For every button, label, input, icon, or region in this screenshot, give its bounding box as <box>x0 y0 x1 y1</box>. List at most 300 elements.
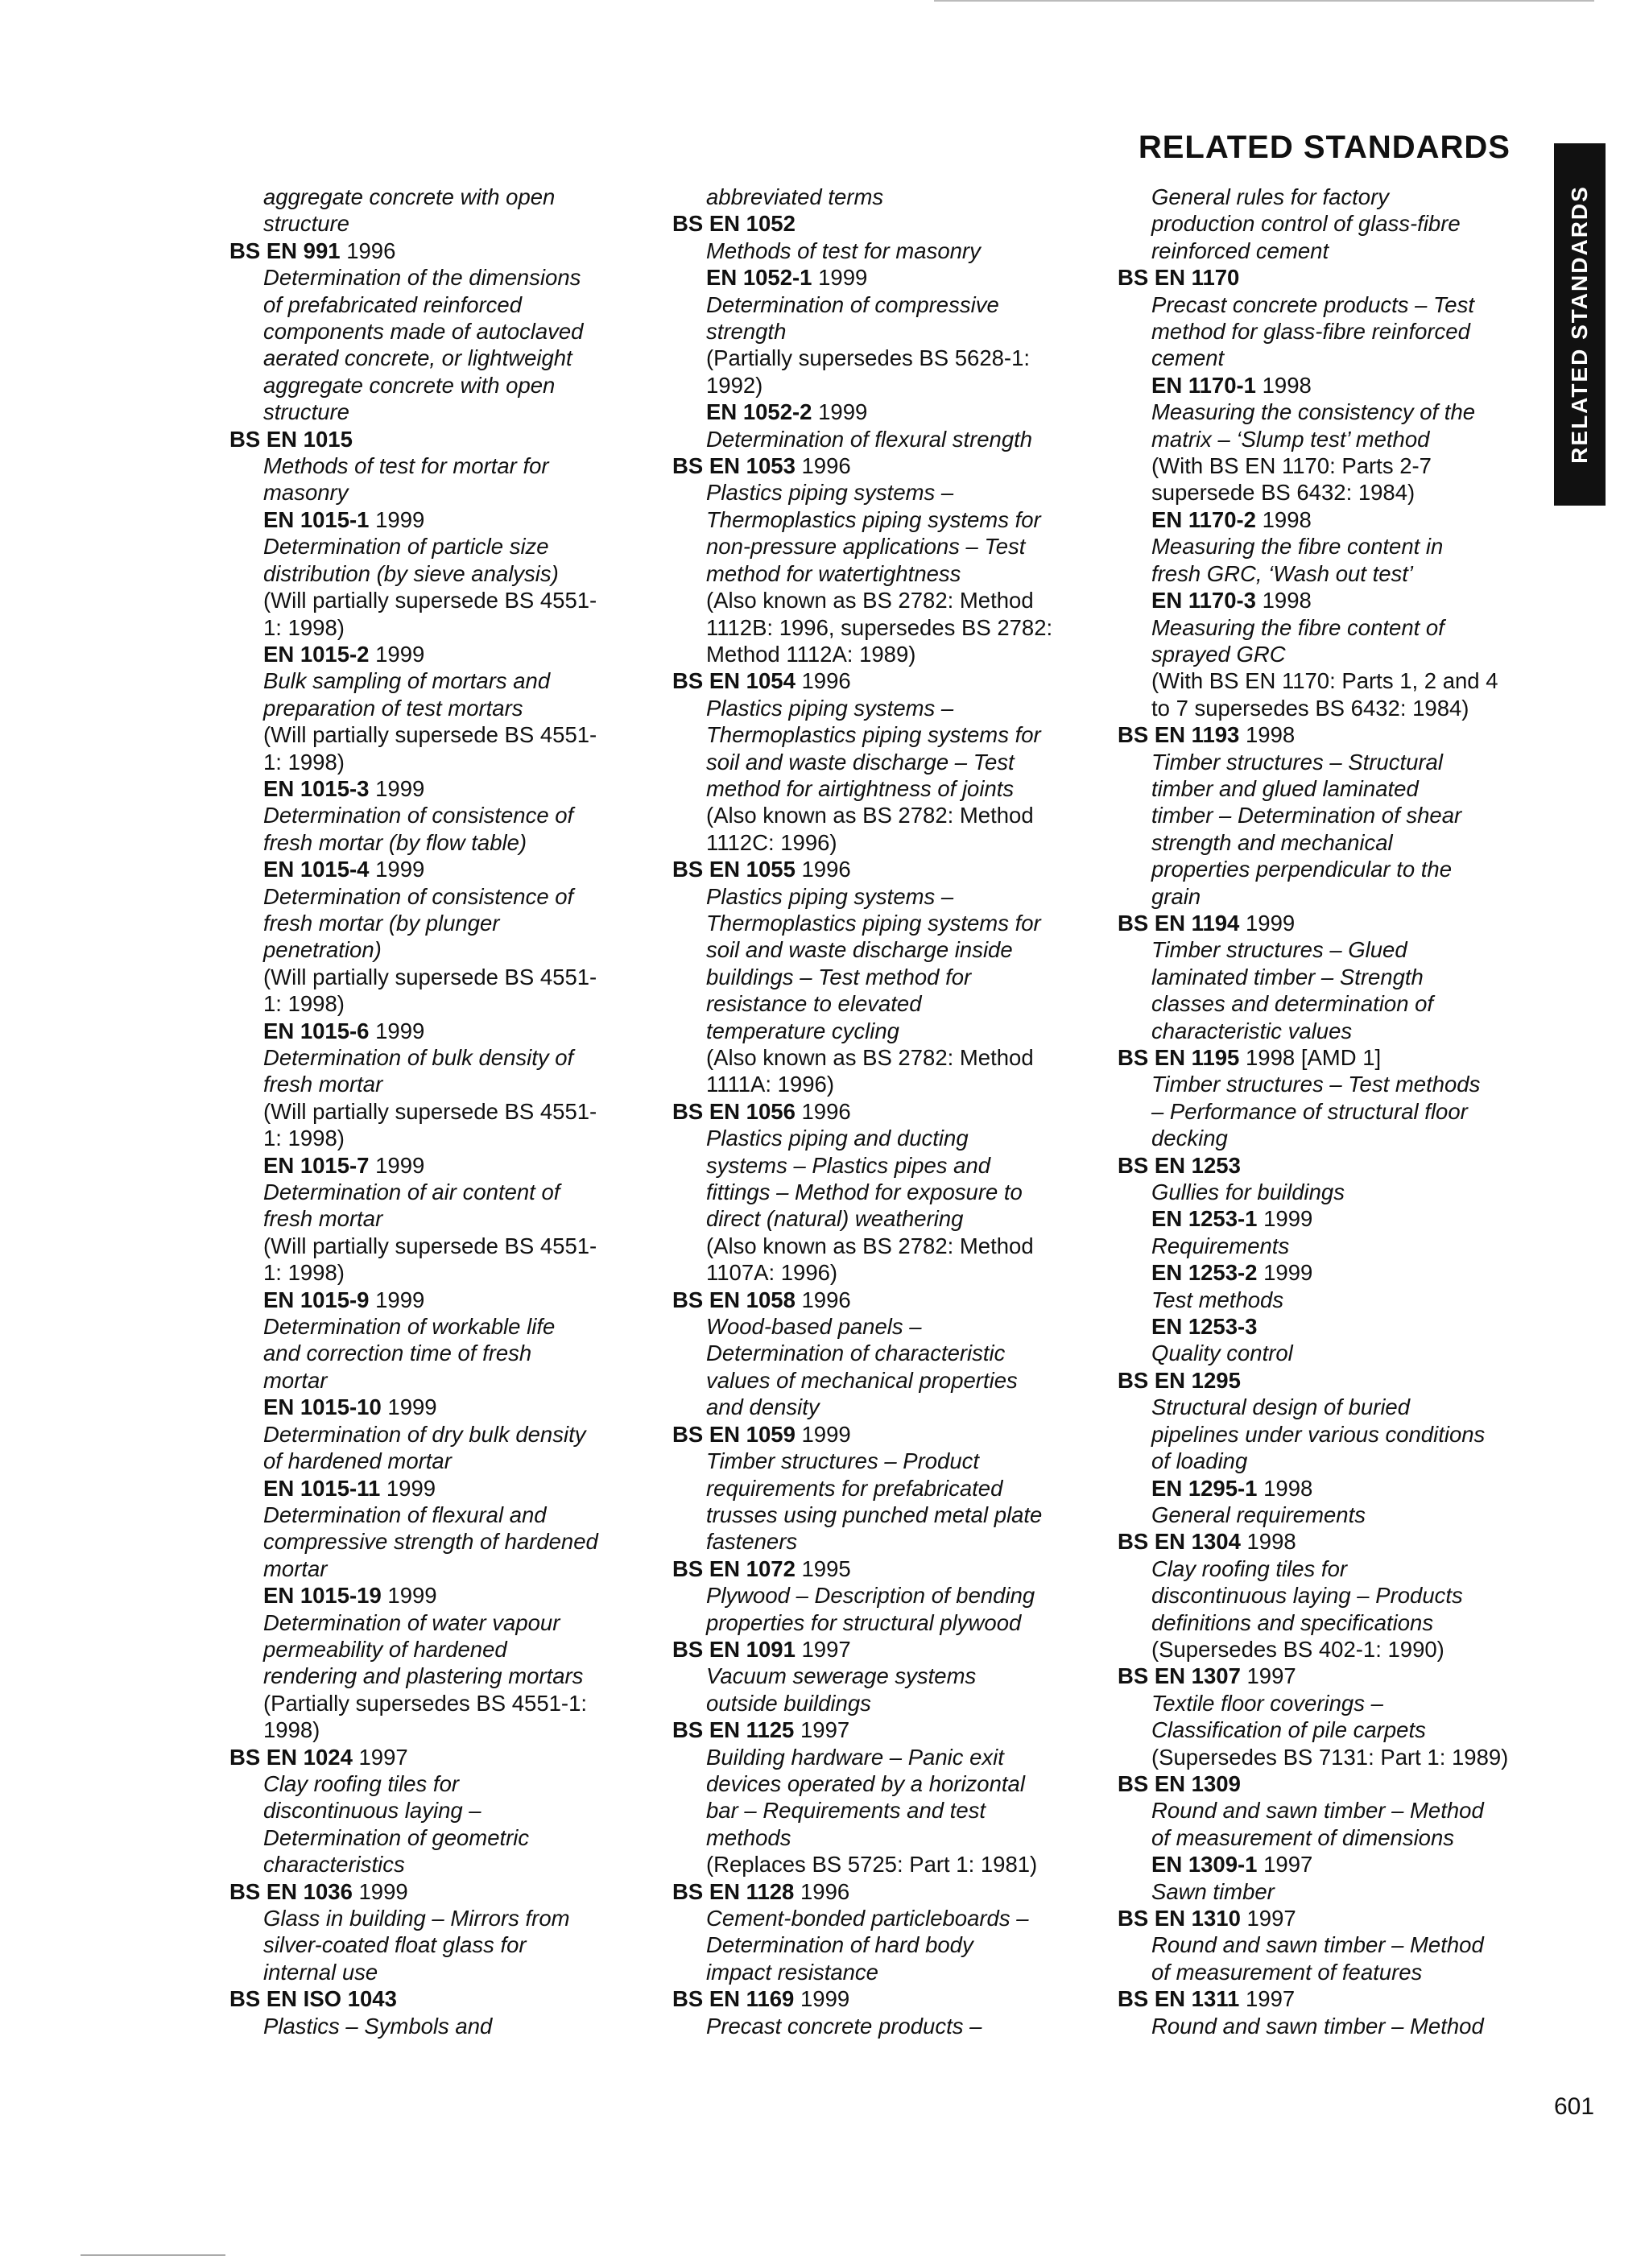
standard-description: abbreviated terms <box>706 184 884 209</box>
standard-description: rendering and plastering mortars <box>263 1663 584 1689</box>
standard-year: 1996 <box>801 857 851 882</box>
standard-code: BS EN 1195 <box>1118 1045 1240 1070</box>
standard-description: fresh mortar (by plunger <box>263 910 500 936</box>
standard-note: 1: 1998) <box>263 1126 345 1151</box>
standard-heading <box>229 1985 656 2012</box>
standard-description: timber – Determination of shear <box>1151 803 1462 828</box>
standard-description: permeability of hardened <box>263 1636 507 1662</box>
standard-heading <box>1118 264 1544 291</box>
standard-year: 1999 <box>1246 910 1296 936</box>
standard-description: Bulk sampling of mortars and <box>263 668 551 694</box>
standard-description: penetration) <box>263 937 382 963</box>
standard-code: BS EN 1194 <box>1118 910 1240 936</box>
standard-description: preparation of test mortars <box>263 695 523 721</box>
standard-year: 1998 <box>1246 722 1296 748</box>
standard-description: Plastics piping systems – <box>706 883 954 909</box>
standard-description: resistance to elevated <box>706 991 922 1017</box>
standard-code: BS EN 1052 <box>672 211 796 237</box>
standard-code: BS EN 1304 <box>1118 1529 1241 1555</box>
standard-code: BS EN 1309 <box>1118 1770 1241 1796</box>
standard-description: timber and glued laminated <box>1151 775 1419 801</box>
standard-description: Plastics piping systems – <box>706 695 954 721</box>
standard-description: method for glass-fibre reinforced <box>1151 319 1470 345</box>
side-tab-label: RELATED STANDARDS <box>1567 185 1592 464</box>
standard-description: masonry <box>263 480 349 506</box>
standard-description: Determination of particle size <box>263 534 549 560</box>
standard-description: Methods of test for masonry <box>706 238 981 263</box>
standard-heading <box>1118 1770 1544 1797</box>
top-rule <box>934 0 1594 2</box>
standard-year: 1998 <box>1262 506 1312 532</box>
standard-description: Plastics – Symbols and <box>263 2013 493 2039</box>
standard-description: Gullies for buildings <box>1151 1179 1345 1205</box>
standard-code: EN 1015-3 <box>263 775 370 801</box>
standard-code: BS EN 1091 <box>672 1636 796 1662</box>
standard-year: 1999 <box>818 399 868 425</box>
standard-part-heading <box>229 856 656 882</box>
standard-part-heading <box>229 1582 656 1609</box>
standard-note: Method 1112A: 1989) <box>706 641 916 667</box>
standard-heading <box>672 452 1099 479</box>
standard-code: EN 1015-1 <box>263 506 370 532</box>
standard-year: 1999 <box>375 775 425 801</box>
standard-description: Glass in building – Mirrors from <box>263 1906 570 1931</box>
standard-description: classes and determination of <box>1151 991 1434 1017</box>
standard-description: strength and mechanical <box>1151 829 1393 855</box>
standard-note: (Will partially supersede BS 4551- <box>263 588 597 613</box>
standard-code: BS EN 1036 <box>229 1878 353 1904</box>
standard-year: 1996 <box>800 1878 850 1904</box>
standard-year: 1998 <box>1246 1529 1296 1555</box>
bottom-rule <box>81 2254 225 2256</box>
standard-heading <box>1118 910 1544 936</box>
standard-description: Plastics piping and ducting <box>706 1126 969 1151</box>
standard-code: EN 1295-1 <box>1151 1475 1258 1501</box>
standard-part-heading <box>672 264 1099 291</box>
standard-code: EN 1253-1 <box>1151 1206 1258 1232</box>
standard-note: (Also known as BS 2782: Method <box>706 1045 1034 1070</box>
standard-description: Determination of workable life <box>263 1314 556 1340</box>
standard-description: Round and sawn timber – Method <box>1151 2013 1484 2039</box>
standard-description: General rules for factory <box>1151 184 1389 209</box>
standard-code: EN 1015-9 <box>263 1287 370 1312</box>
standard-part-heading <box>229 506 656 533</box>
standard-description: outside buildings <box>706 1690 871 1716</box>
standard-note: 1: 1998) <box>263 1260 345 1286</box>
standard-heading <box>229 426 656 452</box>
standard-description: structure <box>263 399 349 425</box>
standard-description: matrix – ‘Slump test’ method <box>1151 426 1430 452</box>
standard-description: systems – Plastics pipes and <box>706 1152 991 1178</box>
standard-heading <box>1118 1528 1544 1555</box>
standard-description: aerated concrete, or lightweight <box>263 345 572 371</box>
standard-description: Building hardware – Panic exit <box>706 1744 1004 1770</box>
standard-note: (Also known as BS 2782: Method <box>706 588 1034 613</box>
standard-part-heading <box>672 399 1099 425</box>
standard-description: grain <box>1151 883 1201 909</box>
standard-description: fittings – Method for exposure to <box>706 1179 1023 1205</box>
standard-part-heading <box>1118 1259 1544 1286</box>
standard-description: strength <box>706 319 787 345</box>
standard-description: properties perpendicular to the <box>1151 857 1453 882</box>
standard-description: Round and sawn timber – Method <box>1151 1932 1484 1958</box>
standard-description: Determination of compressive <box>706 291 999 317</box>
standard-code: EN 1052-1 <box>706 265 812 291</box>
standard-part-heading <box>1118 1313 1544 1340</box>
standard-heading <box>1118 1985 1544 2012</box>
standard-year: 1999 <box>1263 1206 1313 1232</box>
standard-code: EN 1309-1 <box>1151 1852 1258 1878</box>
standard-heading <box>1118 1367 1544 1394</box>
standard-note: (Supersedes BS 7131: Part 1: 1989) <box>1151 1744 1509 1770</box>
standard-year: 1996 <box>346 238 396 263</box>
standard-description: pipelines under various conditions <box>1151 1421 1486 1447</box>
standard-description: of prefabricated reinforced <box>263 291 523 317</box>
standard-heading <box>672 1716 1099 1743</box>
standard-year: 1997 <box>1246 1906 1296 1931</box>
standard-note: (Supersedes BS 402-1: 1990) <box>1151 1636 1444 1662</box>
standard-year: 1999 <box>387 1583 437 1609</box>
standard-description: and density <box>706 1394 820 1420</box>
standard-description: Measuring the consistency of the <box>1151 399 1476 425</box>
standard-description: Quality control <box>1151 1341 1293 1366</box>
standard-description: characteristic values <box>1151 1018 1353 1043</box>
page-title: RELATED STANDARDS <box>1138 130 1511 165</box>
column-1 <box>229 184 656 2039</box>
standard-description: discontinuous laying – <box>263 1798 481 1824</box>
standard-description: temperature cycling <box>706 1018 899 1043</box>
standard-description: Plastics piping systems – <box>706 480 954 506</box>
standard-description: requirements for prefabricated <box>706 1475 1003 1501</box>
standard-description: Determination of characteristic <box>706 1341 1006 1366</box>
standard-code: EN 1015-6 <box>263 1018 370 1043</box>
standard-note: 1111A: 1996) <box>706 1072 835 1097</box>
standard-code: EN 1052-2 <box>706 399 812 425</box>
standard-description: fresh mortar (by flow table) <box>263 829 527 855</box>
standard-year: 1996 <box>801 1098 851 1124</box>
standard-year: 1999 <box>358 1878 408 1904</box>
standard-code: EN 1253-2 <box>1151 1260 1258 1286</box>
standard-description: Precast concrete products – Test <box>1151 291 1474 317</box>
standard-year: 1999 <box>375 1152 425 1178</box>
standard-note: (With BS EN 1170: Parts 2-7 <box>1151 453 1432 479</box>
standard-heading <box>672 1421 1099 1448</box>
standard-description: silver-coated float glass for <box>263 1932 527 1958</box>
standard-description: Determination of air content of <box>263 1179 560 1205</box>
standard-code: EN 1253-3 <box>1151 1314 1258 1340</box>
standard-heading <box>1118 1663 1544 1689</box>
standard-code: BS EN 1295 <box>1118 1367 1241 1393</box>
standard-code: BS EN 1024 <box>229 1744 353 1770</box>
standard-part-heading <box>1118 1475 1544 1502</box>
standard-description: Determination of hard body <box>706 1932 973 1958</box>
standard-description: – Performance of structural floor <box>1151 1098 1468 1124</box>
standard-code: EN 1015-7 <box>263 1152 370 1178</box>
standard-description: Thermoplastics piping systems for <box>706 722 1041 748</box>
standard-description: Vacuum sewerage systems <box>706 1663 977 1689</box>
standard-description: discontinuous laying – Products <box>1151 1583 1463 1609</box>
standard-description: soil and waste discharge inside <box>706 937 1013 963</box>
standard-year: 1997 <box>1263 1852 1313 1878</box>
standard-year: 1998 <box>1263 1475 1313 1501</box>
standard-part-heading <box>1118 372 1544 399</box>
standard-description: devices operated by a horizontal <box>706 1770 1025 1796</box>
standard-description: Determination of geometric <box>263 1824 530 1850</box>
standard-note: (Will partially supersede BS 4551- <box>263 964 597 989</box>
standard-code: BS EN 1193 <box>1118 722 1240 748</box>
standard-heading <box>672 1636 1099 1663</box>
standard-heading <box>1118 1044 1544 1071</box>
standard-description: of measurement of dimensions <box>1151 1824 1455 1850</box>
standard-description: soil and waste discharge – Test <box>706 749 1015 775</box>
standard-description: Methods of test for mortar for <box>263 453 549 479</box>
standard-description: Measuring the fibre content in <box>1151 534 1444 560</box>
standard-description: and correction time of fresh <box>263 1341 532 1366</box>
standard-note: (Will partially supersede BS 4551- <box>263 1233 597 1258</box>
standard-code: EN 1015-11 <box>263 1475 381 1501</box>
standard-heading <box>672 1878 1099 1905</box>
standard-description: components made of autoclaved <box>263 319 584 345</box>
standard-year: 1999 <box>387 1394 437 1420</box>
standard-code: EN 1015-19 <box>263 1583 382 1609</box>
standard-description: Cement-bonded particleboards – <box>706 1906 1029 1931</box>
standard-description: aggregate concrete with open <box>263 372 556 398</box>
standard-description: Requirements <box>1151 1233 1290 1258</box>
standard-heading <box>229 1878 656 1905</box>
standard-part-heading <box>229 1018 656 1044</box>
standard-year: 1999 <box>386 1475 436 1501</box>
standard-description: method for airtightness of joints <box>706 775 1015 801</box>
standard-note: 1: 1998) <box>263 614 345 640</box>
standard-code: BS EN 1055 <box>672 857 796 882</box>
page-number: 601 <box>1554 2093 1595 2120</box>
standard-description: method for watertightness <box>706 560 961 586</box>
standard-code: BS EN 1169 <box>672 1986 795 2012</box>
standard-description: cement <box>1151 345 1225 371</box>
standard-part-heading <box>229 1152 656 1179</box>
standard-code: EN 1015-10 <box>263 1394 382 1420</box>
standard-part-heading <box>229 1287 656 1313</box>
standard-part-heading <box>1118 1851 1544 1878</box>
standard-note: 1107A: 1996) <box>706 1260 838 1286</box>
standard-description: aggregate concrete with open <box>263 184 556 209</box>
standard-part-heading <box>1118 506 1544 533</box>
standard-description: characteristics <box>263 1852 405 1878</box>
standard-year: 1999 <box>1263 1260 1313 1286</box>
standard-description: structure <box>263 211 349 237</box>
standard-code: BS EN 1054 <box>672 668 796 694</box>
standard-code: BS EN ISO 1043 <box>229 1986 397 2012</box>
standard-code: BS EN 1170 <box>1118 265 1240 291</box>
standard-note: (Also known as BS 2782: Method <box>706 803 1034 828</box>
standard-description: values of mechanical properties <box>706 1367 1018 1393</box>
standard-description: reinforced cement <box>1151 238 1329 263</box>
standard-description: fresh mortar <box>263 1206 383 1232</box>
standard-description: General requirements <box>1151 1502 1366 1527</box>
standard-year: 1996 <box>801 668 851 694</box>
standard-code: BS EN 1059 <box>672 1421 796 1447</box>
standard-description: production control of glass-fibre <box>1151 211 1461 237</box>
standard-code: EN 1170-1 <box>1151 372 1256 398</box>
standard-code: BS EN 991 <box>229 238 341 263</box>
standard-heading <box>1118 1905 1544 1931</box>
standard-description: laminated timber – Strength <box>1151 964 1424 989</box>
standard-description: decking <box>1151 1126 1228 1151</box>
standard-part-heading <box>1118 1205 1544 1232</box>
standard-note: (Partially supersedes BS 5628-1: <box>706 345 1031 371</box>
side-tab <box>1554 143 1606 506</box>
standard-code: BS EN 1072 <box>672 1555 796 1581</box>
standard-year: 1999 <box>818 265 868 291</box>
standard-description: Clay roofing tiles for <box>1151 1555 1348 1581</box>
standard-code: BS EN 1253 <box>1118 1152 1241 1178</box>
standard-code: BS EN 1125 <box>672 1717 795 1743</box>
standard-note: 1: 1998) <box>263 991 345 1017</box>
standard-part-heading <box>1118 587 1544 613</box>
standard-code: BS EN 1053 <box>672 453 796 479</box>
standard-heading <box>1118 1152 1544 1179</box>
standard-description: Timber structures – Product <box>706 1448 980 1474</box>
standard-description: fasteners <box>706 1529 798 1555</box>
standard-description: of hardened mortar <box>263 1448 452 1474</box>
standard-note: 1: 1998) <box>263 749 345 775</box>
standard-part-heading <box>229 1394 656 1420</box>
standard-heading <box>672 1555 1099 1582</box>
standard-description: Timber structures – Structural <box>1151 749 1443 775</box>
standard-description: Determination of consistence of <box>263 803 574 828</box>
standard-year: 1996 <box>801 453 851 479</box>
standard-year: 1997 <box>1246 1986 1296 2012</box>
standard-code: EN 1015-4 <box>263 857 370 882</box>
standard-code: EN 1015-2 <box>263 641 370 667</box>
standard-description: buildings – Test method for <box>706 964 972 989</box>
standard-year: 1997 <box>1246 1663 1296 1689</box>
standard-note: 1992) <box>706 372 763 398</box>
standard-year: 1999 <box>801 1421 851 1447</box>
standard-year: 1996 <box>801 1287 851 1312</box>
standard-description: Precast concrete products – <box>706 2013 982 2039</box>
standard-note: 1112C: 1996) <box>706 829 837 855</box>
standard-description: compressive strength of hardened <box>263 1529 598 1555</box>
standard-description: Sawn timber <box>1151 1878 1275 1904</box>
standard-heading <box>672 1287 1099 1313</box>
standard-note: 1998) <box>263 1717 320 1743</box>
standard-description: mortar <box>263 1555 328 1581</box>
standard-code: BS EN 1307 <box>1118 1663 1241 1689</box>
standard-description: direct (natural) weathering <box>706 1206 964 1232</box>
standard-description: Timber structures – Test methods <box>1151 1072 1481 1097</box>
standard-description: sprayed GRC <box>1151 641 1286 667</box>
standard-year: 1995 <box>801 1555 851 1581</box>
standard-heading <box>672 667 1099 694</box>
standard-year: 1999 <box>375 1018 425 1043</box>
standard-description: Test methods <box>1151 1287 1284 1312</box>
standard-note: (With BS EN 1170: Parts 1, 2 and 4 <box>1151 668 1498 694</box>
standard-description: Round and sawn timber – Method <box>1151 1798 1484 1824</box>
standard-code: BS EN 1056 <box>672 1098 796 1124</box>
standard-note: (Will partially supersede BS 4551- <box>263 1098 597 1124</box>
standard-heading <box>672 1098 1099 1125</box>
standard-part-heading <box>229 775 656 802</box>
standard-description: of loading <box>1151 1448 1248 1474</box>
column-2 <box>672 184 1099 2039</box>
standard-description: fresh GRC, ‘Wash out test’ <box>1151 560 1414 586</box>
standard-year: 1997 <box>358 1744 408 1770</box>
standard-description: Determination of water vapour <box>263 1609 560 1635</box>
standard-description: Clay roofing tiles for <box>263 1770 460 1796</box>
standard-year: 1997 <box>801 1636 851 1662</box>
standard-part-heading <box>229 641 656 667</box>
standard-description: definitions and specifications <box>1151 1609 1434 1635</box>
standard-year: 1999 <box>375 857 425 882</box>
standard-description: impact resistance <box>706 1959 878 1985</box>
standard-year: 1998 <box>1262 372 1312 398</box>
standard-description: fresh mortar <box>263 1072 383 1097</box>
standard-description: Structural design of buried <box>1151 1394 1411 1420</box>
standard-description: distribution (by sieve analysis) <box>263 560 559 586</box>
standard-note: to 7 supersedes BS 6432: 1984) <box>1151 695 1469 721</box>
standard-heading <box>1118 721 1544 748</box>
standard-description: Classification of pile carpets <box>1151 1717 1426 1743</box>
standard-description: Timber structures – Glued <box>1151 937 1407 963</box>
standard-heading <box>672 1985 1099 2012</box>
standard-description: Thermoplastics piping systems for <box>706 506 1041 532</box>
standard-code: BS EN 1128 <box>672 1878 795 1904</box>
standard-note: (Will partially supersede BS 4551- <box>263 722 597 748</box>
standard-description: Determination of dry bulk density <box>263 1421 586 1447</box>
standard-note: 1112B: 1996, supersedes BS 2782: <box>706 614 1053 640</box>
standard-description: mortar <box>263 1367 328 1393</box>
standard-description: Determination of bulk density of <box>263 1045 574 1070</box>
standard-description: of measurement of features <box>1151 1959 1423 1985</box>
standard-heading <box>672 210 1099 237</box>
standard-description: Thermoplastics piping systems for <box>706 910 1041 936</box>
standard-note: supersede BS 6432: 1984) <box>1151 480 1415 506</box>
standard-description: Plywood – Description of bending <box>706 1583 1035 1609</box>
standard-code: BS EN 1310 <box>1118 1906 1241 1931</box>
standard-heading <box>229 1744 656 1770</box>
standard-description: Wood-based panels – <box>706 1314 922 1340</box>
standard-heading <box>229 238 656 264</box>
standard-description: Determination of flexural and <box>263 1502 547 1527</box>
standard-description: Textile floor coverings – <box>1151 1690 1383 1716</box>
standard-description: Determination of flexural strength <box>706 426 1033 452</box>
standard-code: BS EN 1311 <box>1118 1986 1240 2012</box>
standard-code: BS EN 1058 <box>672 1287 796 1312</box>
standard-year: 1999 <box>375 506 425 532</box>
standard-code: EN 1170-3 <box>1151 588 1256 613</box>
standard-description: bar – Requirements and test <box>706 1798 986 1824</box>
column-3 <box>1118 184 1544 2039</box>
standard-note: (Also known as BS 2782: Method <box>706 1233 1034 1258</box>
standard-description: Determination of the dimensions <box>263 265 581 291</box>
standard-year: 1997 <box>800 1717 850 1743</box>
standard-year: 1999 <box>800 1986 850 2012</box>
standard-heading <box>672 856 1099 882</box>
standard-description: Determination of consistence of <box>263 883 574 909</box>
standard-year: 1999 <box>375 1287 425 1312</box>
standard-year: 1998 [AMD 1] <box>1246 1045 1382 1070</box>
standard-code: EN 1170-2 <box>1151 506 1256 532</box>
standard-description: trusses using punched metal plate <box>706 1502 1043 1527</box>
standard-description: internal use <box>263 1959 378 1985</box>
standard-year: 1999 <box>375 641 425 667</box>
standard-description: methods <box>706 1824 791 1850</box>
standard-year: 1998 <box>1262 588 1312 613</box>
standard-note: (Replaces BS 5725: Part 1: 1981) <box>706 1852 1038 1878</box>
standard-description: Measuring the fibre content of <box>1151 614 1444 640</box>
standard-description: properties for structural plywood <box>706 1609 1022 1635</box>
